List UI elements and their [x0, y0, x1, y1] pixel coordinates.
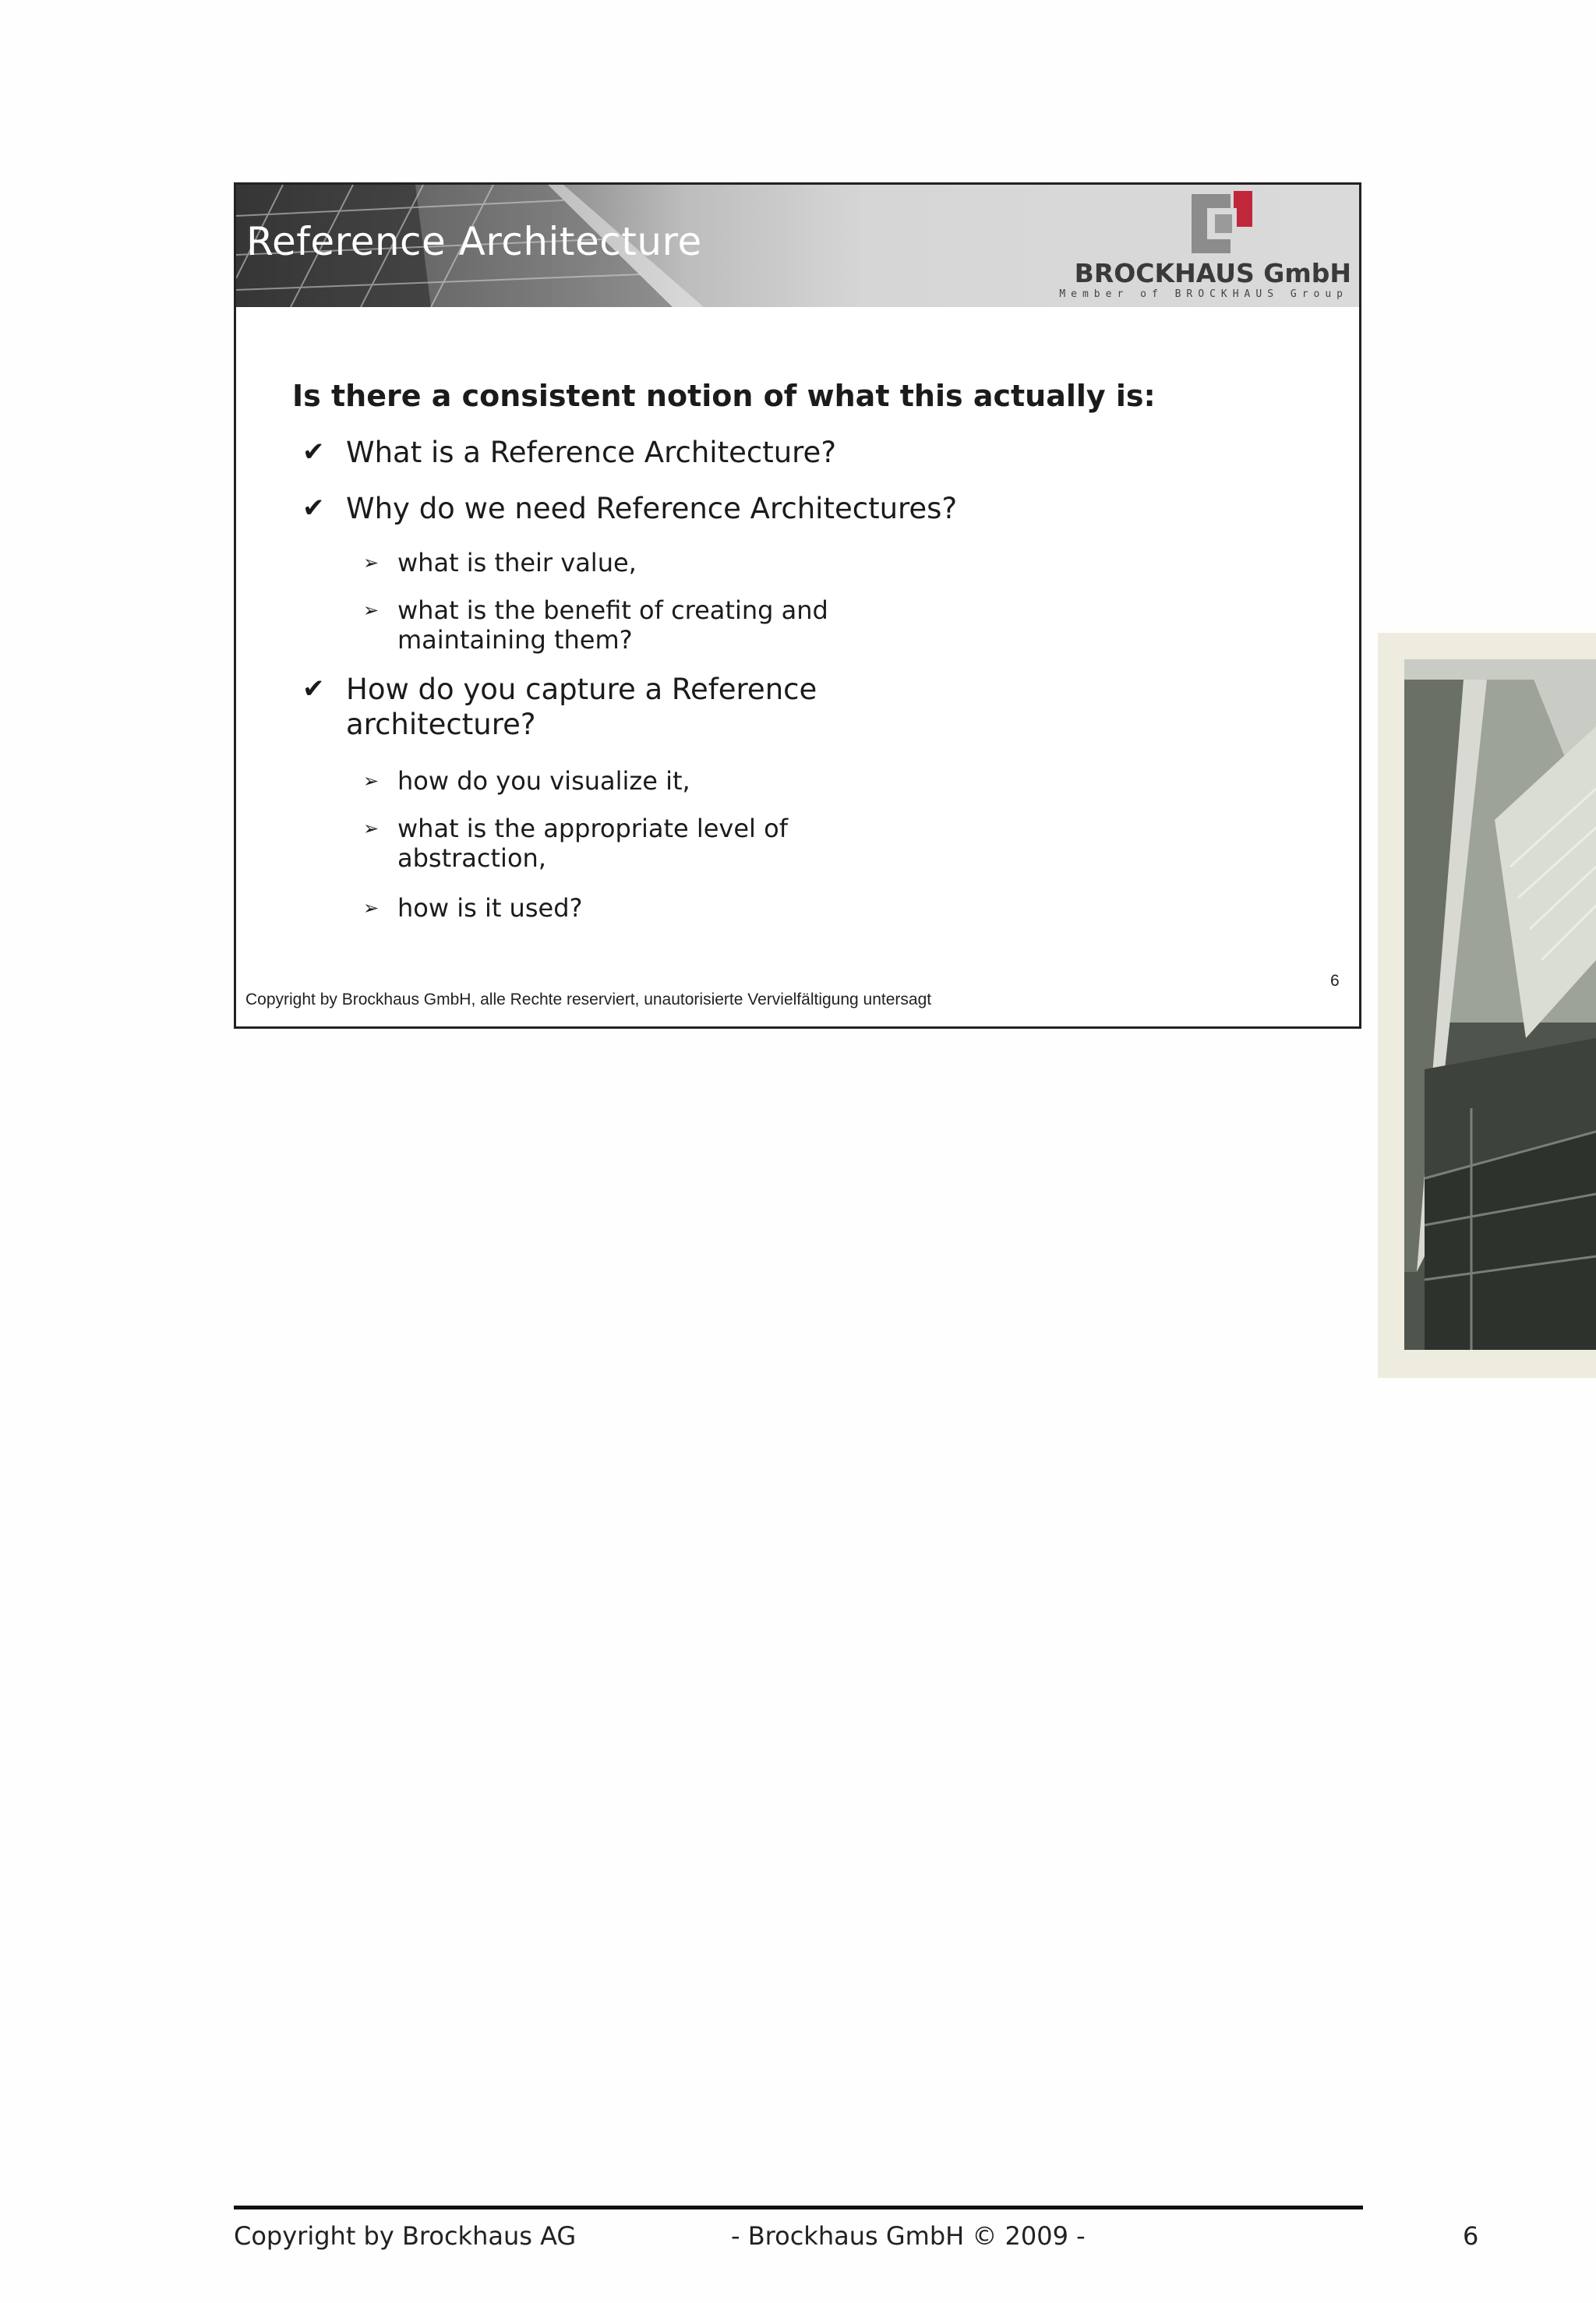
slide-header	[236, 185, 1359, 307]
footer-page-number: 6	[1463, 2221, 1479, 2251]
sub-item-text: how is it used?	[397, 893, 583, 923]
sub-item-text: what is their value,	[397, 548, 637, 578]
brockhaus-logo-icon	[1192, 191, 1254, 255]
sub-item-text: what is the appropriate level of	[397, 814, 788, 843]
question-text: How do you capture a Reference	[346, 673, 817, 706]
check-icon: ✔	[302, 493, 325, 524]
slide-title: Reference Architecture	[246, 219, 702, 264]
lead-question: Is there a consistent notion of what this actually is:	[292, 379, 1156, 413]
slide-page-number: 6	[1330, 972, 1340, 990]
sub-item-text: abstraction,	[397, 843, 546, 873]
question-text: Why do we need Reference Architectures?	[346, 492, 958, 525]
arrow-icon: ➢	[363, 818, 380, 839]
question-text: architecture?	[346, 708, 536, 741]
logo-name: BROCKHAUS GmbH	[1074, 258, 1351, 288]
footer-rule	[234, 2206, 1363, 2209]
check-icon: ✔	[302, 673, 325, 705]
arrow-icon: ➢	[363, 770, 380, 792]
slide	[234, 182, 1361, 1029]
slide-copyright: Copyright by Brockhaus GmbH, alle Rechte reserviert, unautorisierte Vervielfältigung untersagt	[245, 991, 932, 1008]
slide-body	[236, 307, 1359, 1008]
check-icon: ✔	[302, 436, 325, 468]
sub-item-text: what is the benefit of creating and	[397, 595, 828, 625]
arrow-icon: ➢	[363, 552, 380, 574]
arrow-icon: ➢	[363, 897, 380, 919]
footer-center-text: - Brockhaus GmbH © 2009 -	[731, 2221, 1086, 2251]
building-photo	[1378, 633, 1596, 1378]
logo-tagline: Member of BROCKHAUS Group	[1059, 288, 1348, 300]
question-text: What is a Reference Architecture?	[346, 436, 836, 469]
sub-item-text: maintaining them?	[397, 625, 633, 655]
brockhaus-logo	[1059, 189, 1351, 302]
footer-copyright: Copyright by Brockhaus AG	[234, 2221, 577, 2251]
arrow-icon: ➢	[363, 599, 380, 621]
sub-item-text: how do you visualize it,	[397, 766, 690, 796]
